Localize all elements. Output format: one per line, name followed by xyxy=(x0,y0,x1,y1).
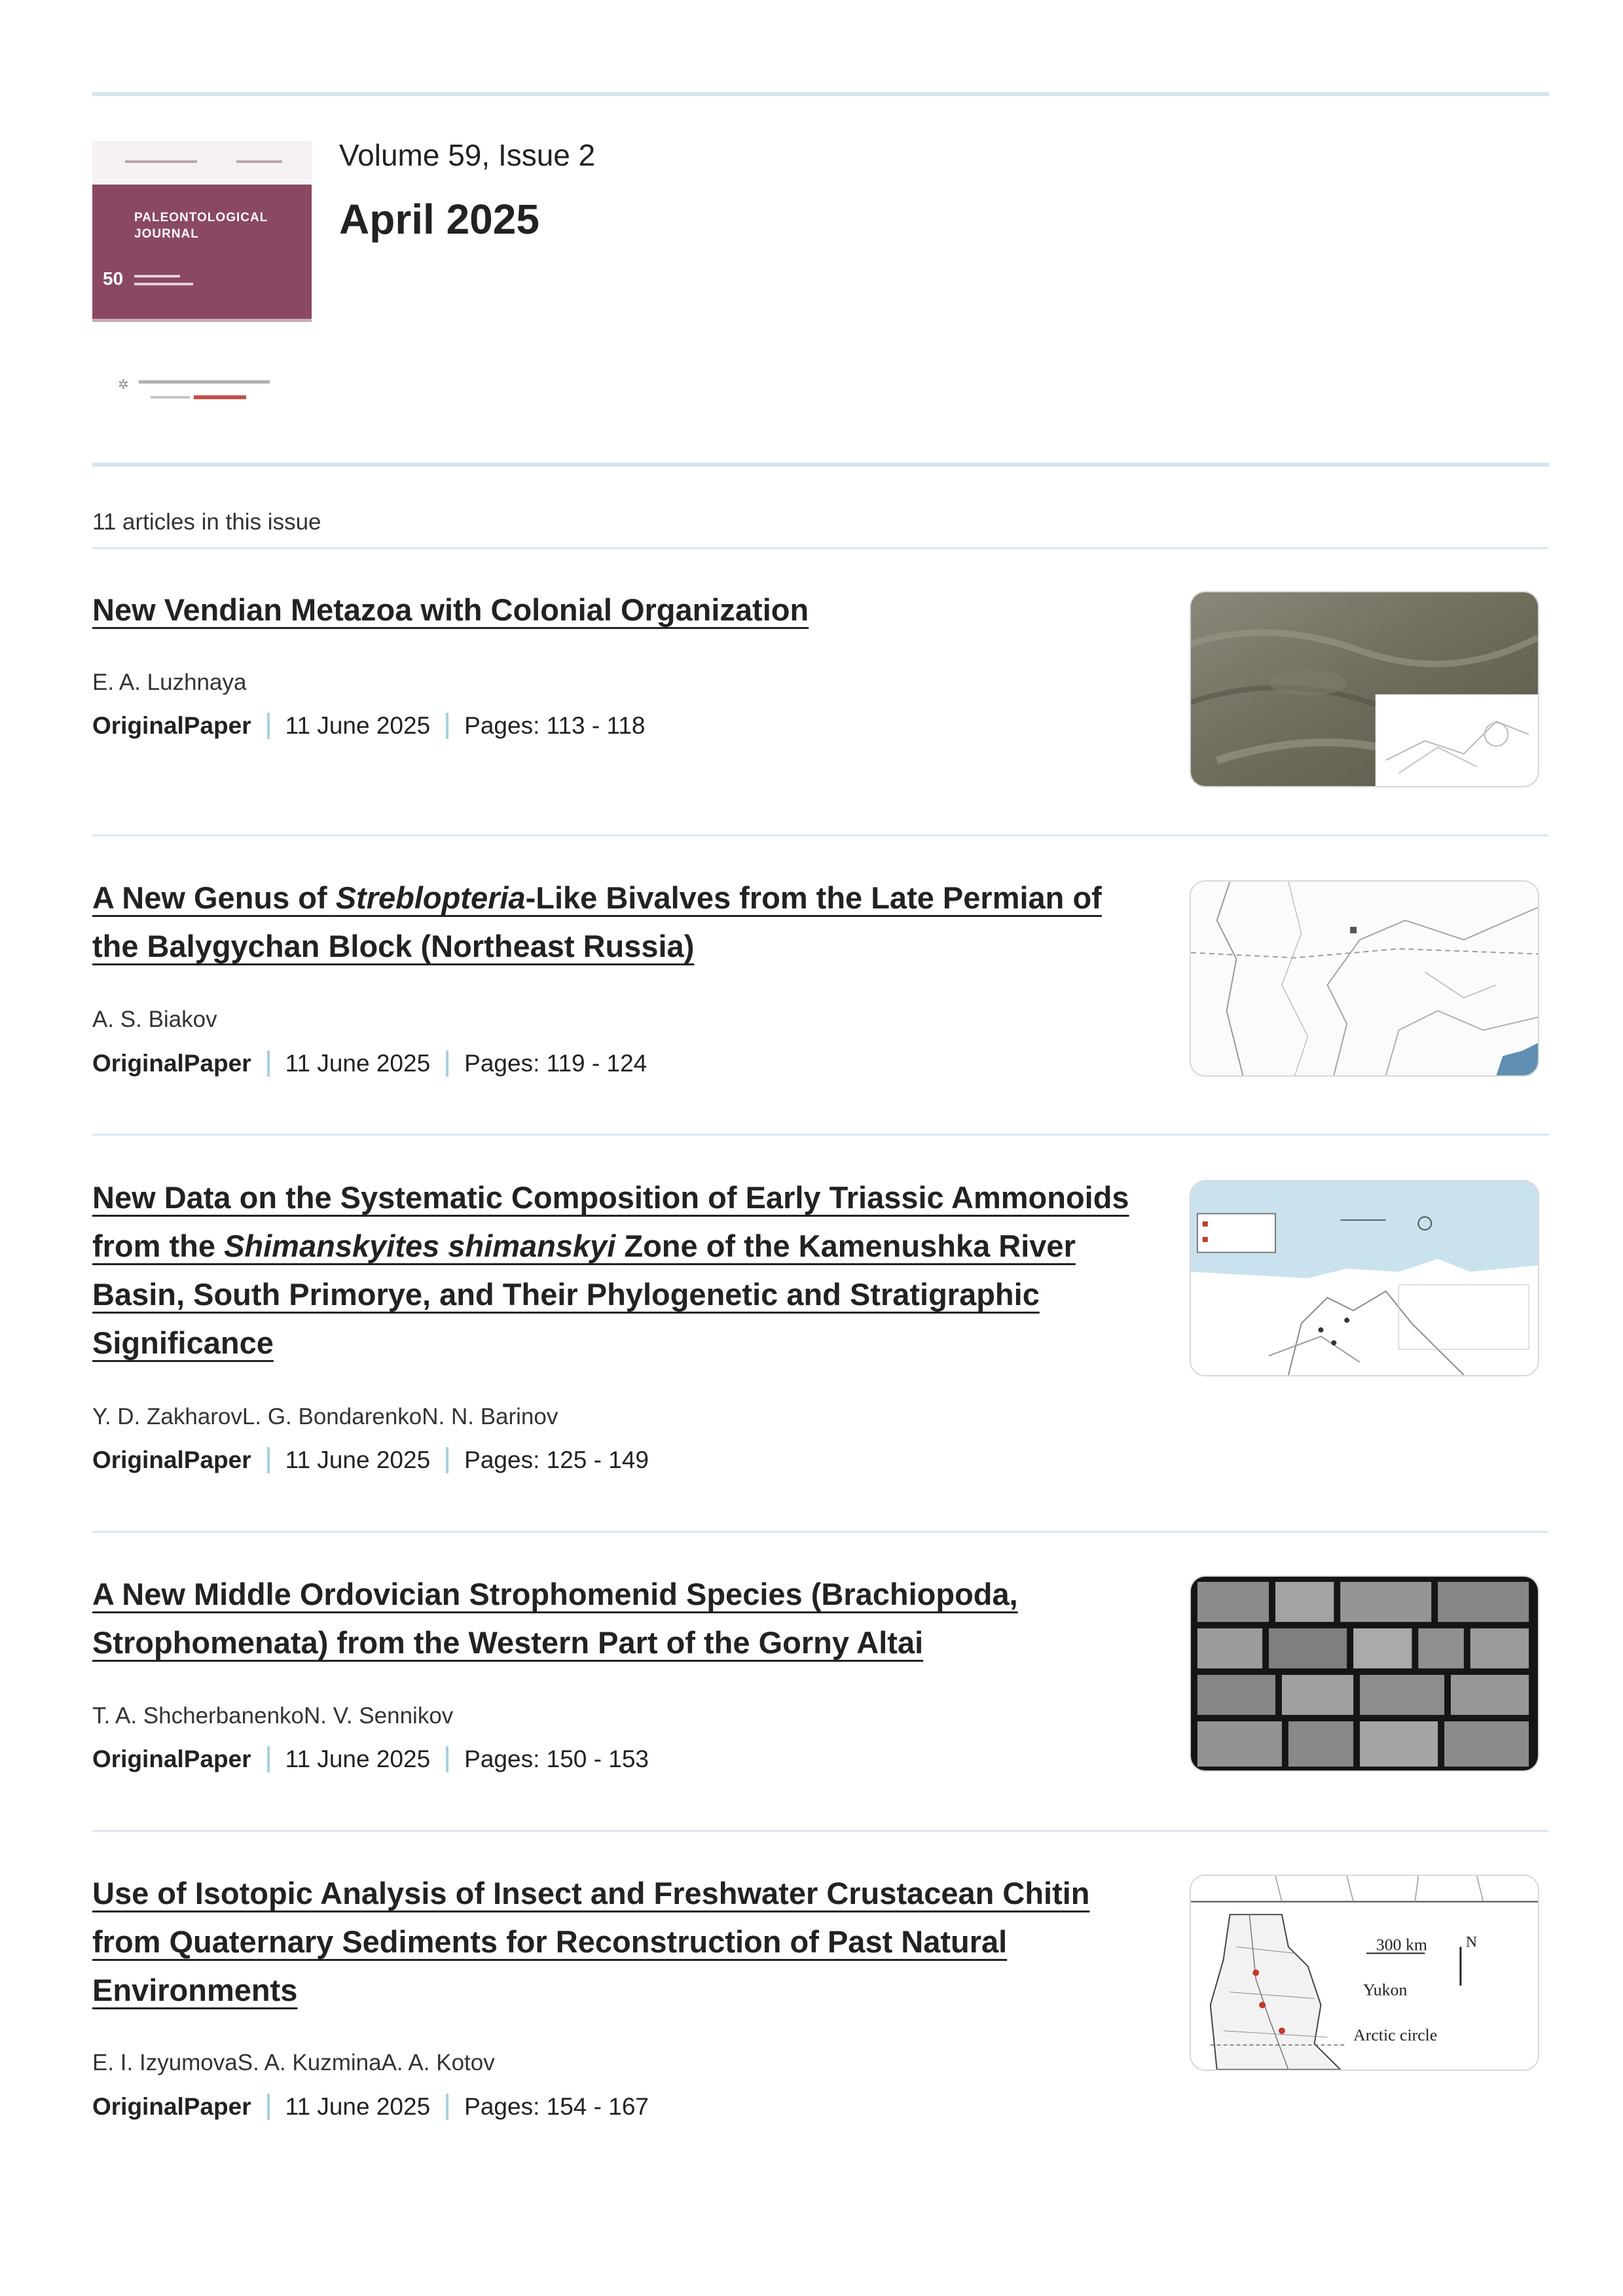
content-type: OriginalPaper xyxy=(92,2093,251,2120)
article-meta-5 xyxy=(92,2093,649,2121)
genus-name: Streblopteria xyxy=(335,880,526,915)
page-range: Pages: 119 - 124 xyxy=(464,1050,647,1077)
article-authors-2[interactable]: A. S. Biakov xyxy=(92,1007,217,1032)
published-date: 11 June 2025 xyxy=(285,2093,431,2120)
yukon-map-icon[interactable] xyxy=(1190,1874,1539,2071)
coastal-map-icon[interactable] xyxy=(1190,1180,1539,1376)
page-range: Pages: 125 - 149 xyxy=(464,1446,649,1473)
page-range: Pages: 113 - 118 xyxy=(464,712,646,739)
article-separator xyxy=(92,1531,1549,1533)
article-title-link[interactable]: A New Genus of Streblopteria-Like Bivalves from the Late Permian of the Balygychan Block (Northeast Russia) xyxy=(92,880,1102,963)
article-title-link[interactable]: New Data on the Systematic Composition of Early Triassic Ammonoids from the Shimanskyites shimanskyi Zone of the Kamenushka River Basin, South Primorye, and Their Phylogenetic and Stratigraphic Significance xyxy=(92,1180,1129,1360)
publisher-logo xyxy=(118,376,288,416)
article-authors-1[interactable]: E. A. Luzhnaya xyxy=(92,670,247,695)
article-title-2[interactable] xyxy=(92,874,1153,971)
page-range: Pages: 154 - 167 xyxy=(464,2093,649,2120)
scale-label: 300 km xyxy=(1376,1935,1427,1954)
cover-number: 50 xyxy=(103,268,124,289)
article-title-link[interactable]: New Vendian Metazoa with Colonial Organization xyxy=(92,592,809,627)
article-authors-3[interactable]: Y. D. ZakharovL. G. BondarenkoN. N. Barinov xyxy=(92,1404,558,1429)
published-date: 11 June 2025 xyxy=(285,1446,431,1473)
specimen-plate-icon[interactable] xyxy=(1190,1575,1539,1772)
locality-map-icon[interactable] xyxy=(1190,880,1539,1077)
cover-journal-title: PALEONTOLOGICAL JOURNAL xyxy=(134,211,268,241)
article-meta-4 xyxy=(92,1746,649,1773)
issue-date: April 2025 xyxy=(339,196,539,243)
article-title-1[interactable] xyxy=(92,586,1153,634)
article-title-link[interactable]: A New Middle Ordovician Strophomenid Species (Brachiopoda, Strophomenata) from the Western Part of the Gorny Altai xyxy=(92,1577,1018,1660)
publisher-star-icon: ✲ xyxy=(118,376,129,392)
count-divider xyxy=(92,547,1549,549)
fossil-rock-photo-icon[interactable] xyxy=(1190,591,1539,787)
content-type: OriginalPaper xyxy=(92,1050,251,1077)
published-date: 11 June 2025 xyxy=(285,1050,431,1077)
content-type: OriginalPaper xyxy=(92,712,251,739)
article-separator xyxy=(92,834,1549,836)
header-divider xyxy=(92,463,1549,467)
published-date: 11 June 2025 xyxy=(285,1746,431,1772)
article-authors-4[interactable]: T. A. ShcherbanenkoN. V. Sennikov xyxy=(92,1703,454,1729)
page-range: Pages: 150 - 153 xyxy=(464,1746,649,1772)
article-authors-5[interactable]: E. I. IzyumovaS. A. KuzminaA. A. Kotov xyxy=(92,2050,495,2075)
article-count: 11 articles in this issue xyxy=(92,509,321,535)
article-title-link[interactable]: Use of Isotopic Analysis of Insect and Freshwater Crustacean Chitin from Quaternary Sediments for Reconstruction of Past Natural Environments xyxy=(92,1876,1090,2007)
top-divider xyxy=(92,92,1549,96)
article-title-3[interactable] xyxy=(92,1174,1153,1367)
north-label: N xyxy=(1465,1933,1478,1951)
article-meta-2 xyxy=(92,1050,647,1077)
article-meta-3 xyxy=(92,1446,649,1474)
zone-name: Shimanskyites shimanskyi xyxy=(224,1229,616,1263)
region-label: Yukon xyxy=(1363,1980,1408,2000)
published-date: 11 June 2025 xyxy=(285,712,431,739)
article-title-5[interactable] xyxy=(92,1869,1153,2015)
issue-volume: Volume 59, Issue 2 xyxy=(339,138,596,172)
article-title-4[interactable] xyxy=(92,1570,1153,1667)
article-separator xyxy=(92,1134,1549,1136)
content-type: OriginalPaper xyxy=(92,1746,251,1772)
article-separator xyxy=(92,1830,1549,1832)
journal-cover-image[interactable] xyxy=(92,141,312,322)
article-meta-1 xyxy=(92,712,645,740)
arctic-label: Arctic circle xyxy=(1353,2025,1438,2045)
content-type: OriginalPaper xyxy=(92,1446,251,1473)
